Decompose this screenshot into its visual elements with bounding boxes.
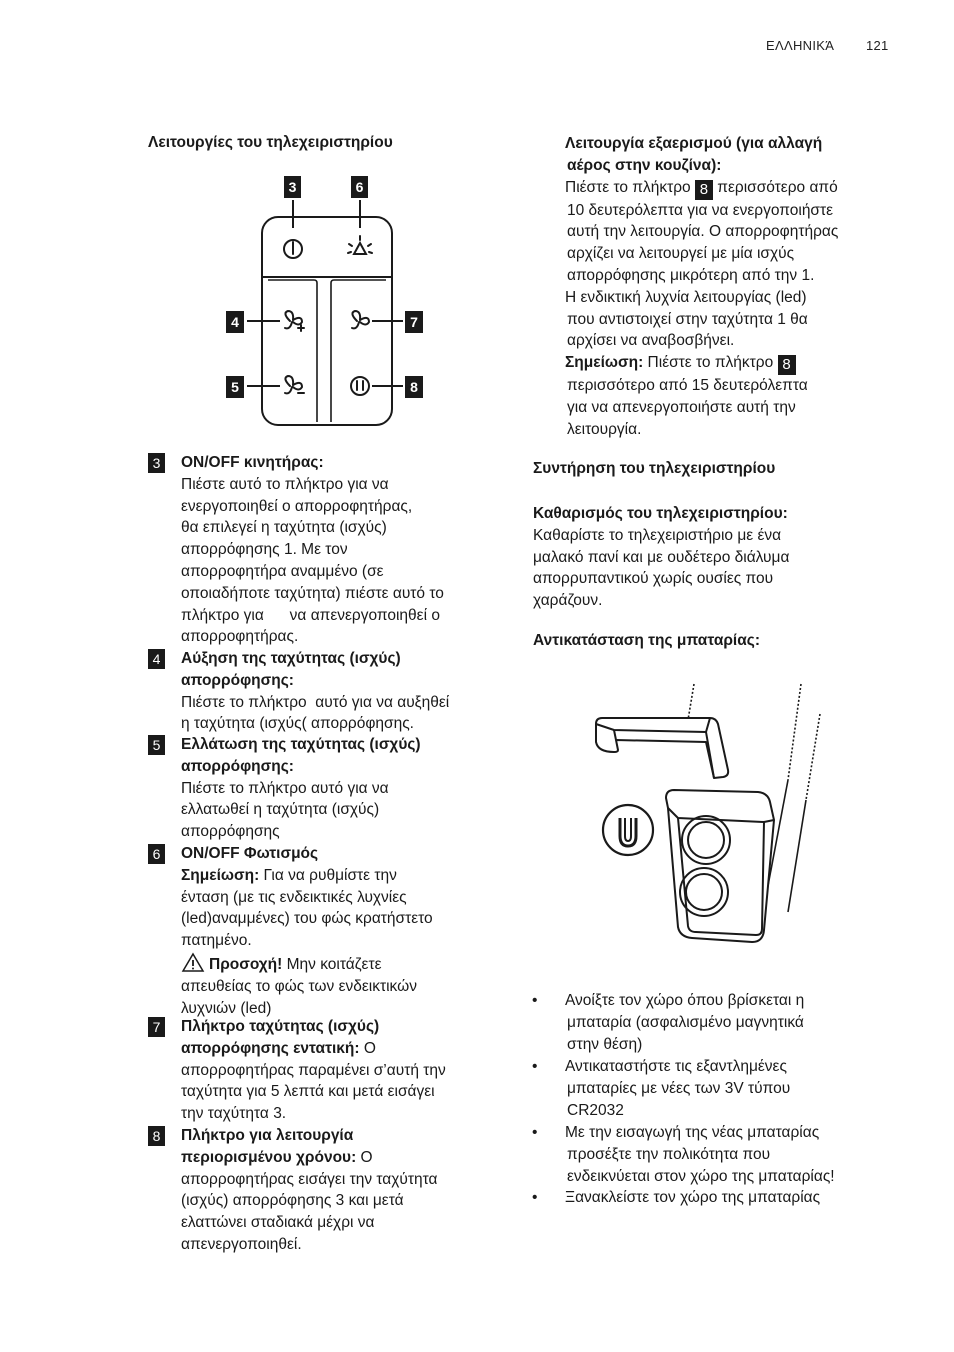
remote-control-diagram xyxy=(220,170,440,430)
page-number: 121 xyxy=(866,38,889,53)
item-number: 7 xyxy=(148,1017,165,1037)
power-icon xyxy=(284,240,302,258)
fan-plus-icon xyxy=(285,311,304,331)
bullet-dot: • xyxy=(532,1189,538,1206)
key-8-badge: 8 xyxy=(695,180,713,200)
item-5: 5 Ελλάτωση της ταχύτητας (ισχύς) απορρόφησης: Πιέστε το πλήκτρο αυτό για να ελλατωθεί η ταχύτητα (ισχύς) απορρόφησης xyxy=(148,734,508,843)
ventilation-section: Λειτουργία εξαερισμού (για αλλαγή αέρος στην κουζίνα): Πιέστε το πλήκτρο 8 περισσότερο από 10 δευτερόλεπτα για να ενεργοποιήστε αυτή την λειτουργία. Ο απορροφητήρας αρχίζει να λειτουργεί με μία ισχύς απορρόφησης μικρότερη από την 1. Η ενδικτική λυχνία λειτουργίας (led) που αντιστοιχεί στην ταχύτητα 1 θα αρχίσει να αναβοσβήνει. Σημείωση: Πιέστε το πλήκτρο 8 περισσότερο από 15 δευτερόλεπτα για να απενεργοποιήστε αυτή την λειτουργία. xyxy=(565,135,839,438)
battery-title: Αντικατάσταση της μπαταρίας: xyxy=(533,632,760,649)
battery-compartment-illustration xyxy=(588,680,838,960)
bullet-item: • Ανοίξτε τον χώρο όπου βρίσκεται η μπαταρία (ασφαλισμένο μαγνητικά στην θέση) xyxy=(532,992,805,1053)
key-8-badge: 8 xyxy=(778,355,796,375)
bullet-dot: • xyxy=(532,1124,538,1141)
item-number: 4 xyxy=(148,649,165,669)
bullet-dot: • xyxy=(532,1058,538,1075)
maintenance-title: Συντήρηση του τηλεχειριστηρίου xyxy=(533,460,776,477)
item-number: 8 xyxy=(148,1126,165,1146)
item-number: 5 xyxy=(148,735,165,755)
timer-icon xyxy=(351,377,369,395)
warning-icon xyxy=(181,952,205,973)
bullet-item: • Αντικαταστήστε τις εξαντλημένες μπαταρίες με νέες των 3V τύπου CR2032 xyxy=(532,1058,791,1119)
item-heading: ON/OFF κινητήρας: xyxy=(181,454,324,471)
bullet-item: • Με την εισαγωγή της νέας μπαταρίας προσέξτε την πολικότητα που ενδεικνύεται στον χώρο της μπαταρίας! xyxy=(532,1124,835,1185)
light-icon xyxy=(348,236,372,254)
diagram-label-8: 8 xyxy=(410,379,418,395)
item-number: 3 xyxy=(148,453,165,473)
diagram-label-6: 6 xyxy=(355,179,364,195)
item-number: 6 xyxy=(148,844,165,864)
cleaning-section: Καθαρισμός του τηλεχειριστηρίου: Καθαρίστε το τηλεχειριστήριο με ένα μαλακό πανί και με ουδέτερο διάλυμα απορρυπαντικού χωρίς ουσίες που χαράζουν. xyxy=(533,505,790,610)
fan-icon xyxy=(352,311,369,328)
item-6: 6 ON/OFF Φωτισμός Σημείωση: Για να ρυθμίστε την ένταση (με τις ενδεικτικές λυχνίες (led)αναμμένες) του φώς κρατήστετο πατημένο. Προσοχή! Μην κοιτάζετε απευθείας το φώς των ενδεικτικών λυχνιών (led) xyxy=(148,843,508,1019)
item-4: 4 Αύξηση της ταχύτητας (ισχύς) απορρόφησης: Πιέστε το πλήκτρο αυτό για να αυξηθεί η ταχύτητα (ισχύς( απορρόφησης. xyxy=(148,648,508,735)
item-3: 3 ON/OFF κινητήρας: Πιέστε αυτό το πλήκτρο για να ενεργοποιηθεί ο απορροφητήρας, θα επιλεγεί η ταχύτητα (ισχύς) απορρόφησης 1. Με τον απορροφητήρα αναμμένο (σε οποιαδήποτε ταχύτητα) πιέστε αυτό το πλήκτρο για να απενεργοποιηθεί ο απορροφητήρας. xyxy=(148,452,508,648)
item-7: 7 Πλήκτρο ταχύτητας (ισχύς) απορρόφησης εντατική: Ο απορροφητήρας παραμένει σ’αυτή την ταχύτητα για 5 λεπτά και μετά εισάγει την ταχύτητα 3. xyxy=(148,1016,508,1125)
diagram-label-4: 4 xyxy=(231,314,239,330)
remote-functions-title: Λειτουργίες του τηλεχειριστηρίου xyxy=(148,134,393,151)
diagram-label-3: 3 xyxy=(288,179,297,195)
diagram-label-5: 5 xyxy=(231,379,239,395)
fan-minus-icon xyxy=(285,376,304,393)
header-language: ΕΛΛΗΝΙΚΆ xyxy=(766,38,835,53)
bullet-dot: • xyxy=(532,992,538,1009)
bullet-item: • Ξανακλείστε τον χώρο της μπαταρίας xyxy=(532,1187,892,1209)
diagram-label-7: 7 xyxy=(410,314,418,330)
item-8: 8 Πλήκτρο για λειτουργία περιορισμένου χρόνου: Ο απορροφητήρας εισάγει την ταχύτητα (ισχύς) απορρόφησης 3 και μετά ελαττώνει σταδιακά μέχρι να απενεργοποιηθεί. xyxy=(148,1125,508,1256)
